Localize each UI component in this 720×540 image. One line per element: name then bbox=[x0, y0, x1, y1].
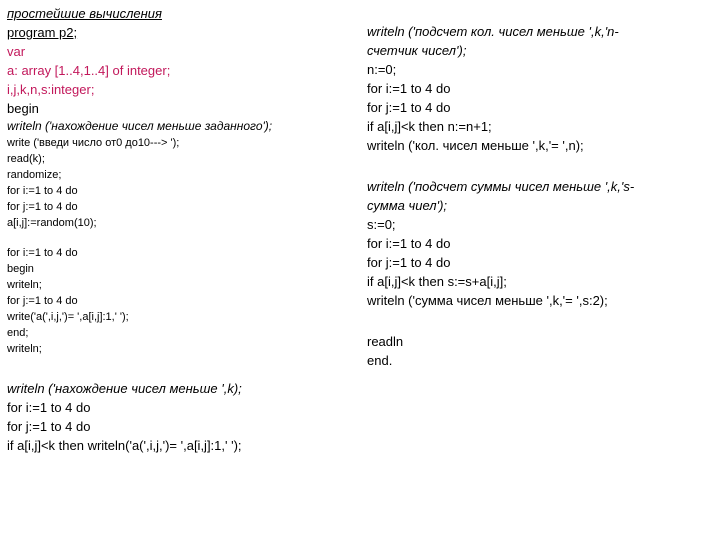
code-line: for i:=1 to 4 do bbox=[7, 400, 91, 415]
code-line: writeln ('кол. чисел меньше ',k,'= ',n); bbox=[367, 138, 584, 153]
code-line: for i:=1 to 4 do bbox=[367, 81, 451, 96]
code-line: writeln ('подсчет суммы чисел меньше ',k,'s- bbox=[367, 179, 635, 194]
left-code-column bbox=[7, 4, 347, 455]
code-line: readln bbox=[367, 334, 404, 349]
program-header: program p2; bbox=[7, 25, 78, 40]
code-line: writeln ('нахождение чисел меньше заданного'); bbox=[7, 119, 273, 133]
code-line: writeln ('сумма чисел меньше ',k,'= ',s:2); bbox=[367, 293, 608, 308]
var-keyword: var bbox=[7, 44, 26, 59]
code-line: writeln ('нахождение чисел меньше ',k); bbox=[7, 381, 242, 396]
code-line: for j:=1 to 4 do bbox=[7, 201, 78, 213]
code-line: write ('введи число от0 до10---> '); bbox=[7, 137, 180, 149]
code-line: begin bbox=[7, 263, 34, 275]
integer-declaration: i,j,k,n,s:integer; bbox=[7, 82, 95, 97]
code-line: for i:=1 to 4 do bbox=[7, 185, 78, 197]
code-line: счетчик чисел'); bbox=[367, 43, 467, 58]
code-line: write('a(',i,j,')= ',a[i,j]:1,' '); bbox=[7, 311, 129, 323]
code-line: if a[i,j]<k then s:=s+a[i,j]; bbox=[367, 274, 507, 289]
code-line: end. bbox=[367, 353, 393, 368]
code-line: randomize; bbox=[7, 169, 62, 181]
code-line: if a[i,j]<k then writeln('a(',i,j,')= ',a[i,j]:1,' '); bbox=[7, 438, 242, 453]
code-line: for i:=1 to 4 do bbox=[367, 236, 451, 251]
code-line: for j:=1 to 4 do bbox=[367, 100, 451, 115]
code-line: n:=0; bbox=[367, 62, 397, 77]
code-line: writeln; bbox=[7, 343, 42, 355]
code-line: for j:=1 to 4 do bbox=[7, 295, 78, 307]
begin-keyword: begin bbox=[7, 101, 39, 116]
right-code-column bbox=[367, 22, 712, 370]
code-line: if a[i,j]<k then n:=n+1; bbox=[367, 119, 492, 134]
code-line: s:=0; bbox=[367, 217, 396, 232]
code-line: writeln; bbox=[7, 279, 42, 291]
code-line: сумма чиел'); bbox=[367, 198, 448, 213]
slide-title: простейшие вычисления bbox=[7, 6, 162, 21]
code-line: end; bbox=[7, 327, 29, 339]
code-line: for j:=1 to 4 do bbox=[7, 419, 91, 434]
code-line: a[i,j]:=random(10); bbox=[7, 217, 97, 229]
code-line: read(k); bbox=[7, 153, 45, 165]
code-line: for j:=1 to 4 do bbox=[367, 255, 451, 270]
array-declaration: a: array [1..4,1..4] of integer; bbox=[7, 63, 171, 78]
code-line: for i:=1 to 4 do bbox=[7, 247, 78, 259]
code-line: writeln ('подсчет кол. чисел меньше ',k,'n- bbox=[367, 24, 619, 39]
